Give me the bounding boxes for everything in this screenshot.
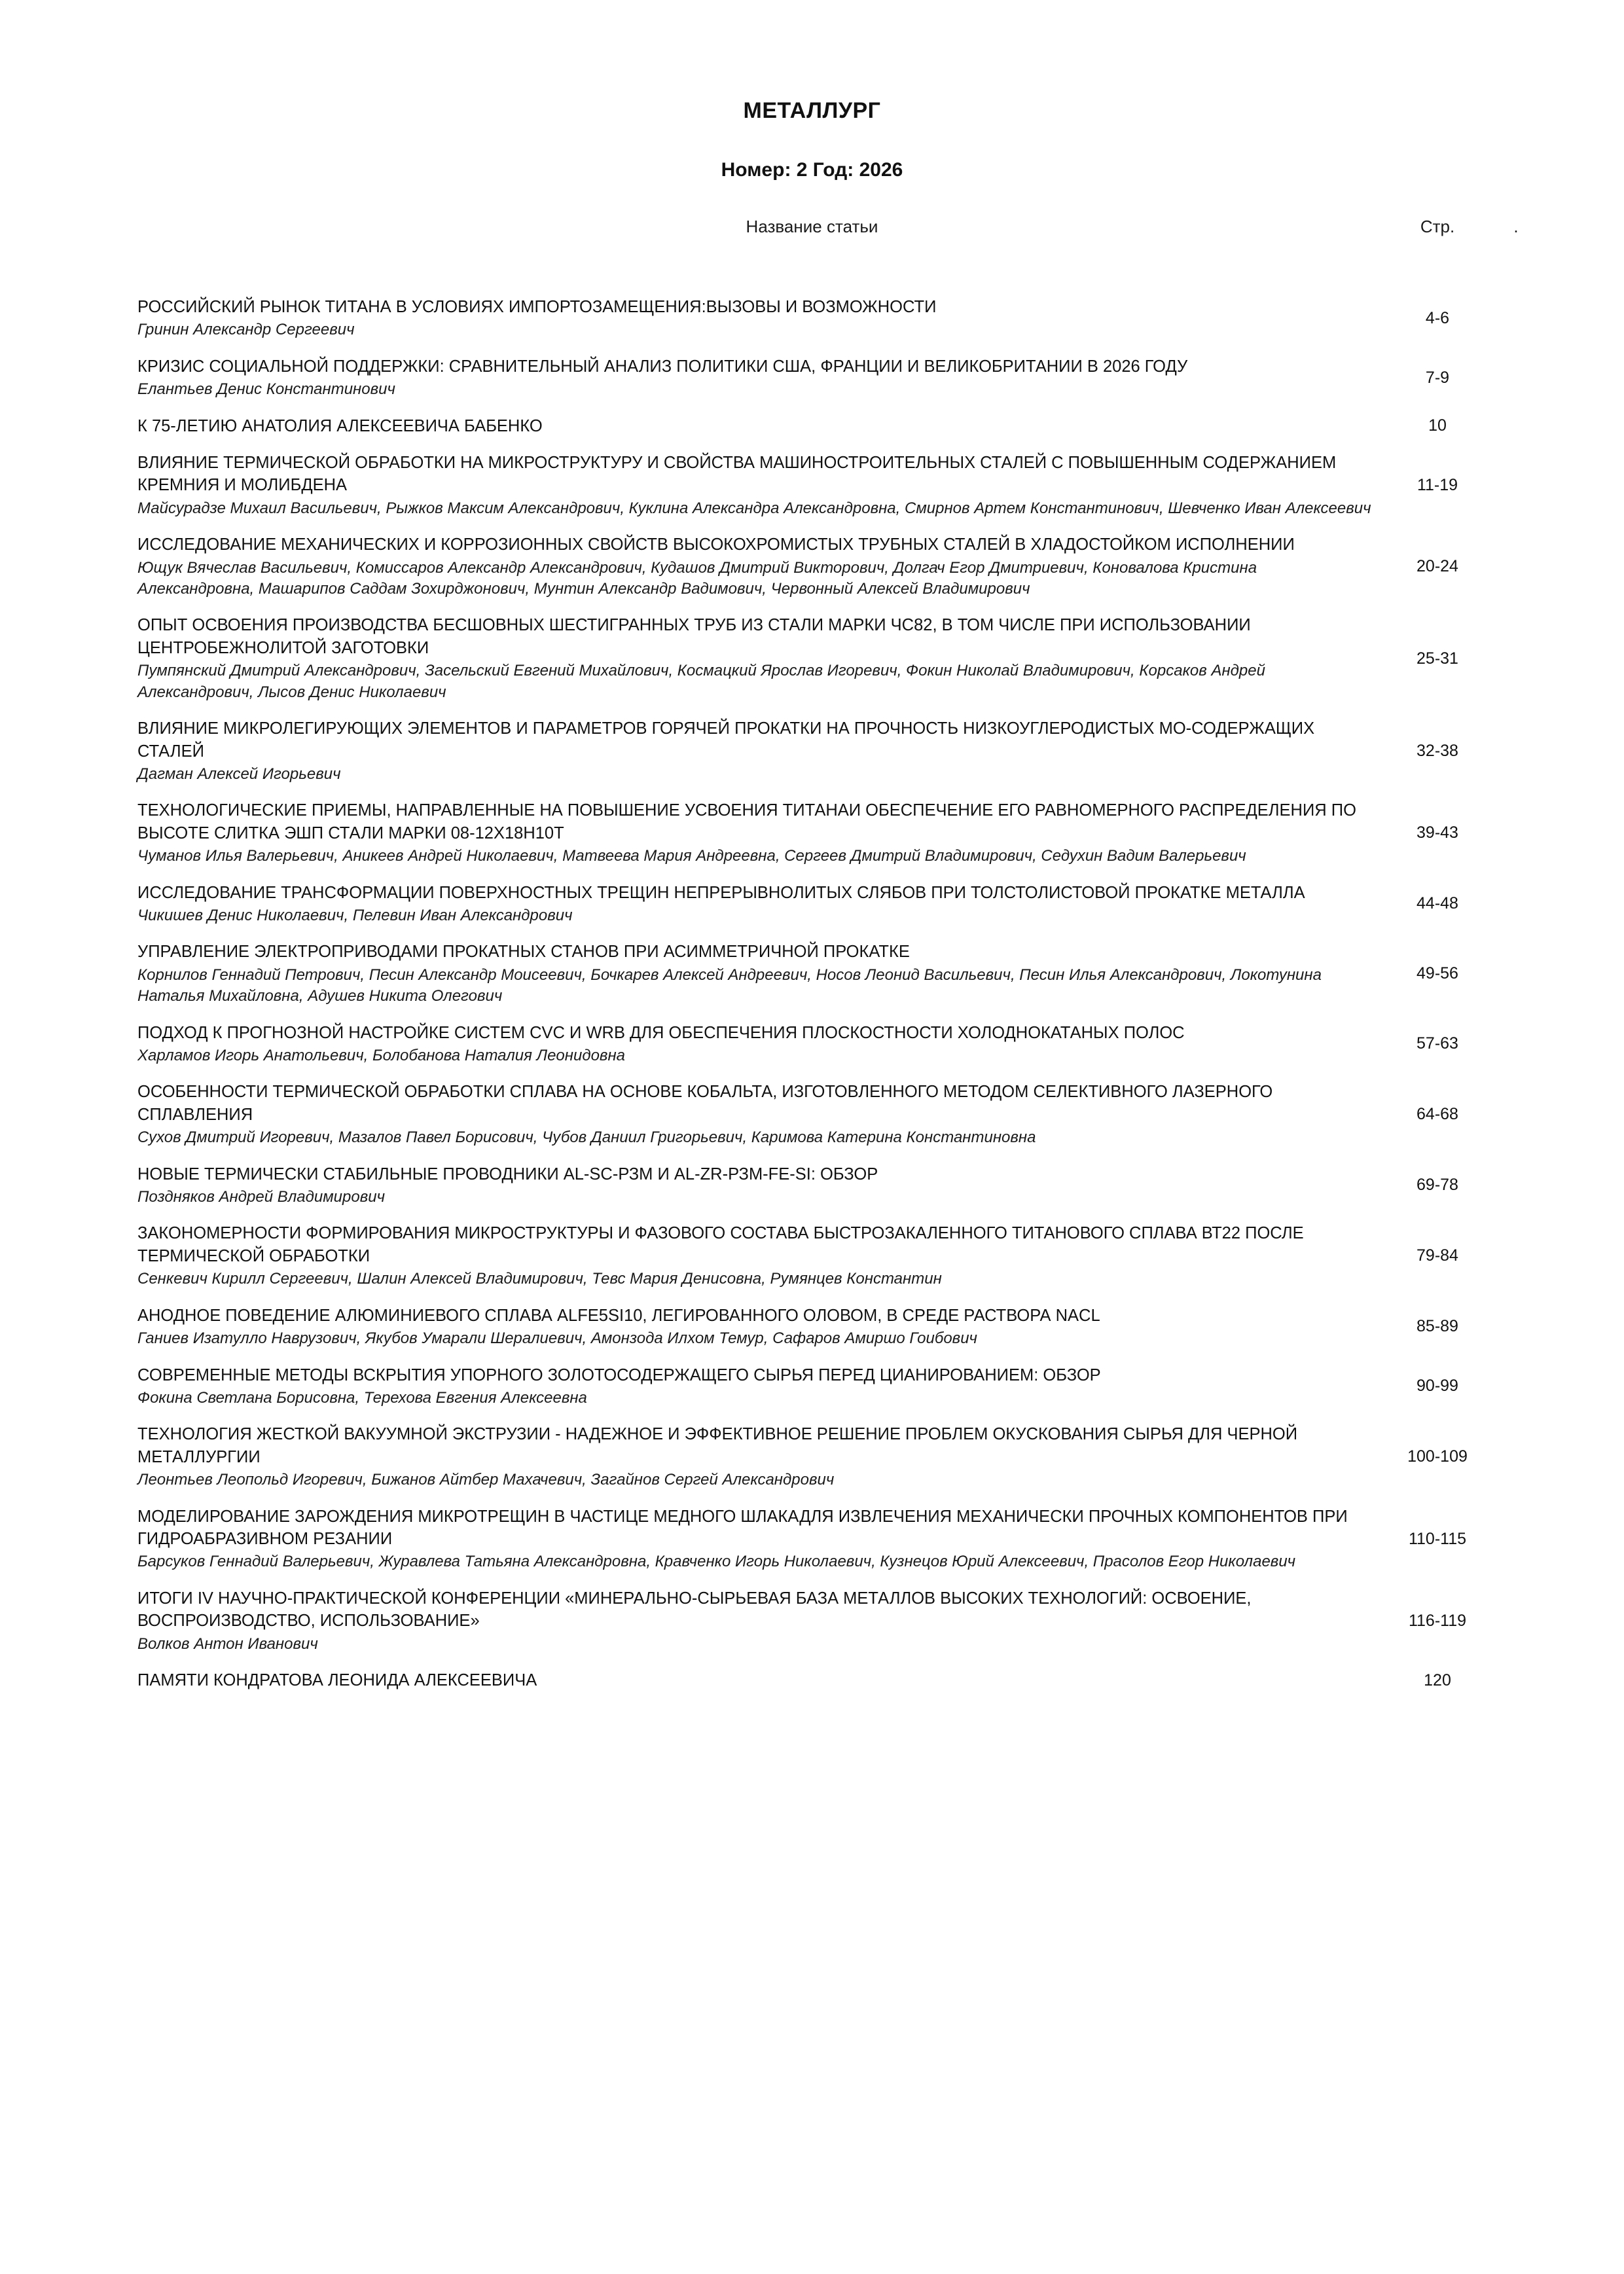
article-authors: Ющук Вячеслав Васильевич, Комиссаров Александр Александрович, Кудашов Дмитрий Викторович, Долгач Егор Дмитриевич, Коновалова Кристина Александровна, Машарипов Саддам Зохирджонович, Мунтин Александр Вадимович, Червонный Алексей Владимирович: [137, 558, 1257, 598]
article-title[interactable]: НОВЫЕ ТЕРМИЧЕСКИ СТАБИЛЬНЫЕ ПРОВОДНИКИ AL-SC-РЗМ И AL-ZR-РЗМ-FE-SI: ОБЗОР: [137, 1164, 878, 1183]
article-pages: 10: [1428, 416, 1447, 435]
table-row[interactable]: [79, 415, 1545, 437]
article-title[interactable]: ИССЛЕДОВАНИЕ ТРАНСФОРМАЦИИ ПОВЕРХНОСТНЫХ ТРЕЩИН НЕПРЕРЫВНОЛИТЫХ СЛЯБОВ ПРИ ТОЛСТОЛИСТОВОЙ ПРОКАТКЕ МЕТАЛЛА: [137, 883, 1305, 902]
article-title[interactable]: СОВРЕМЕННЫЕ МЕТОДЫ ВСКРЫТИЯ УПОРНОГО ЗОЛОТОСОДЕРЖАЩЕГО СЫРЬЯ ПЕРЕД ЦИАНИРОВАНИЕМ: ОБЗОР: [137, 1365, 1101, 1384]
article-title[interactable]: ВЛИЯНИЕ МИКРОЛЕГИРУЮЩИХ ЭЛЕМЕНТОВ И ПАРАМЕТРОВ ГОРЯЧЕЙ ПРОКАТКИ НА ПРОЧНОСТЬ НИЗКОУГЛЕРОДИСТЫХ MO-СОДЕРЖАЩИХ СТАЛЕЙ: [137, 719, 1315, 761]
article-pages: 32-38: [1416, 742, 1458, 761]
article-entry: [79, 717, 1388, 785]
article-authors: Майсурадзе Михаил Васильевич, Рыжков Максим Александрович, Куклина Александра Александровна, Смирнов Артем Константинович, Шевченко Иван Алексеевич: [137, 499, 1371, 517]
article-title[interactable]: ОСОБЕННОСТИ ТЕРМИЧЕСКОЙ ОБРАБОТКИ СПЛАВА НА ОСНОВЕ КОБАЛЬТА, ИЗГОТОВЛЕННОГО МЕТОДОМ СЕЛЕКТИВНОГО ЛАЗЕРНОГО СПЛАВЛЕНИЯ: [137, 1083, 1273, 1124]
article-authors: Корнилов Геннадий Петрович, Песин Александр Моисеевич, Бочкарев Алексей Андреевич, Носов Леонид Васильевич, Песин Илья Александрович, Локотунина Наталья Михайловна, Адушев Никита Олегович: [137, 966, 1322, 1005]
table-row[interactable]: [79, 355, 1545, 401]
article-authors: Пумпянский Дмитрий Александрович, Засельский Евгений Михайлович, Космацкий Ярослав Игоревич, Фокин Николай Владимирович, Корсаков Андрей Александрович, Лысов Денис Николаевич: [137, 662, 1265, 701]
article-pages: 39-43: [1416, 823, 1458, 842]
article-entry: [79, 1423, 1388, 1490]
article-title[interactable]: К 75-ЛЕТИЮ АНАТОЛИЯ АЛЕКСЕЕВИЧА БАБЕНКО: [137, 416, 543, 435]
table-row[interactable]: [79, 1222, 1545, 1290]
article-authors: Ганиев Изатулло Наврузович, Якубов Умарали Шералиевич, Амонзода Илхом Темур, Сафаров Амиршо Гоибович: [137, 1329, 977, 1348]
table-row[interactable]: [79, 452, 1545, 519]
article-entry: [79, 296, 1388, 341]
article-entry: [79, 614, 1388, 703]
article-entry: [79, 1506, 1388, 1573]
article-entry: [79, 533, 1388, 600]
column-header-pages: Стр.: [1420, 217, 1455, 236]
article-entry: [79, 1587, 1388, 1655]
article-authors: Леонтьев Леопольд Игоревич, Бижанов Айтбер Махачевич, Загайнов Сергей Александрович: [137, 1471, 835, 1489]
article-authors: Елантьев Денис Константинович: [137, 380, 395, 399]
article-title[interactable]: ВЛИЯНИЕ ТЕРМИЧЕСКОЙ ОБРАБОТКИ НА МИКРОСТРУКТУРУ И СВОЙСТВА МАШИНОСТРОИТЕЛЬНЫХ СТАЛЕЙ С ПОВЫШЕННЫМ СОДЕРЖАНИЕМ КРЕМНИЯ И МОЛИБДЕНА: [137, 454, 1337, 495]
article-entry: [79, 355, 1388, 401]
article-pages: 11-19: [1416, 476, 1458, 495]
article-title[interactable]: ОПЫТ ОСВОЕНИЯ ПРОИЗВОДСТВА БЕСШОВНЫХ ШЕСТИГРАННЫХ ТРУБ ИЗ СТАЛИ МАРКИ ЧС82, В ТОМ ЧИСЛЕ ПРИ ИСПОЛЬЗОВАНИИ ЦЕНТРОБЕЖНОЛИТОЙ ЗАГОТОВКИ: [137, 616, 1251, 657]
article-pages: 7-9: [1425, 368, 1450, 387]
table-row[interactable]: [79, 1081, 1545, 1148]
table-row[interactable]: [79, 1364, 1545, 1409]
article-title[interactable]: МОДЕЛИРОВАНИЕ ЗАРОЖДЕНИЯ МИКРОТРЕЩИН В ЧАСТИЦЕ МЕДНОГО ШЛАКАДЛЯ ИЗВЛЕЧЕНИЯ МЕХАНИЧЕСКИ ПРОЧНЫХ КОМПОНЕНТОВ ПРИ ГИДРОАБРАЗИВНОМ РЕЗАНИИ: [137, 1507, 1348, 1548]
article-pages: 64-68: [1416, 1105, 1458, 1124]
article-pages: 20-24: [1416, 557, 1458, 576]
article-title[interactable]: ТЕХНОЛОГИЯ ЖЕСТКОЙ ВАКУУМНОЙ ЭКСТРУЗИИ - НАДЕЖНОЕ И ЭФФЕКТИВНОЕ РЕШЕНИЕ ПРОБЛЕМ ОКУСКОВАНИЯ СЫРЬЯ ДЛЯ ЧЕРНОЙ МЕТАЛЛУРГИИ: [137, 1425, 1298, 1466]
article-title[interactable]: КРИЗИС СОЦИАЛЬНОЙ ПОДДЕРЖКИ: СРАВНИТЕЛЬНЫЙ АНАЛИЗ ПОЛИТИКИ США, ФРАНЦИИ И ВЕЛИКОБРИТАНИИ В 2026 ГОДУ: [137, 357, 1188, 376]
article-authors: Фокина Светлана Борисовна, Терехова Евгения Алексеевна: [137, 1388, 587, 1407]
table-row[interactable]: [79, 717, 1545, 785]
article-pages: 116-​119: [1408, 1611, 1467, 1630]
table-row[interactable]: [79, 296, 1545, 341]
table-row[interactable]: [79, 533, 1545, 600]
issue-number-year: Номер: 2 Год: 2026: [721, 159, 903, 181]
article-entry: [79, 1305, 1388, 1350]
article-title[interactable]: ПОДХОД К ПРОГНОЗНОЙ НАСТРОЙКЕ СИСТЕМ CVC И WRB ДЛЯ ОБЕСПЕЧЕНИЯ ПЛОСКОСТНОСТИ ХОЛОДНОКАТАНЫХ ПОЛОС: [137, 1023, 1185, 1042]
article-authors: Сенкевич Кирилл Сергеевич, Шалин Алексей Владимирович, Тевс Мария Денисовна, Румянцев Константин: [137, 1270, 942, 1288]
article-pages: 85-89: [1416, 1317, 1458, 1336]
table-row[interactable]: [79, 1506, 1545, 1573]
table-row[interactable]: [79, 799, 1545, 867]
article-authors: Харламов Игорь Анатольевич, Болобанова Наталия Леонидовна: [137, 1047, 626, 1065]
table-row[interactable]: [79, 614, 1545, 703]
table-row[interactable]: [79, 1305, 1545, 1350]
article-entry: [79, 941, 1388, 1007]
article-entry: [79, 1222, 1388, 1290]
article-entry: [79, 1364, 1388, 1409]
article-entry: [79, 1081, 1388, 1148]
article-authors: Поздняков Андрей Владимирович: [137, 1188, 386, 1206]
article-authors: Дагман Алексей Игорьевич: [137, 765, 341, 783]
article-pages: 57-63: [1416, 1034, 1458, 1053]
article-pages: 69-78: [1416, 1176, 1458, 1195]
column-header-title: Название статьи: [746, 217, 878, 236]
article-title[interactable]: УПРАВЛЕНИЕ ЭЛЕКТРОПРИВОДАМИ ПРОКАТНЫХ СТАНОВ ПРИ АСИММЕТРИЧНОЙ ПРОКАТКЕ: [137, 943, 910, 962]
table-row[interactable]: [79, 1163, 1545, 1208]
contents-list: [79, 296, 1545, 1691]
article-authors: Сухов Дмитрий Игоревич, Мазалов Павел Борисович, Чубов Даниил Григорьевич, Каримова Катерина Константиновна: [137, 1128, 1036, 1147]
table-row[interactable]: [79, 1587, 1545, 1655]
article-title[interactable]: ИССЛЕДОВАНИЕ МЕХАНИЧЕСКИХ И КОРРОЗИОННЫХ СВОЙСТВ ВЫСОКОХРОМИСТЫХ ТРУБНЫХ СТАЛЕЙ В ХЛАДОСТОЙКОМ ИСПОЛНЕНИИ: [137, 535, 1295, 554]
journal-title: МЕТАЛЛУРГ: [743, 98, 881, 123]
article-pages: 4-6: [1425, 308, 1450, 327]
article-title[interactable]: ТЕХНОЛОГИЧЕСКИЕ ПРИЕМЫ, НАПРАВЛЕННЫЕ НА ПОВЫШЕНИЕ УСВОЕНИЯ ТИТАНАИ ОБЕСПЕЧЕНИЕ ЕГО РАВНОМЕРНОГО РАСПРЕДЕЛЕНИЯ ПО ВЫСОТЕ СЛИТКА ЭШП СТАЛИ МАРКИ 08-12Х18Н10Т: [137, 801, 1356, 842]
article-entry: [79, 1163, 1388, 1208]
article-pages: 110-​115: [1408, 1529, 1467, 1548]
article-pages: 90-99: [1416, 1377, 1458, 1396]
article-pages: 49-56: [1416, 964, 1458, 983]
article-pages: 120: [1424, 1670, 1451, 1689]
article-pages: 44-48: [1416, 894, 1458, 913]
article-title[interactable]: ЗАКОНОМЕРНОСТИ ФОРМИРОВАНИЯ МИКРОСТРУКТУРЫ И ФАЗОВОГО СОСТАВА БЫСТРОЗАКАЛЕННОГО ТИТАНОВОГО СПЛАВА ВТ22 ПОСЛЕ ТЕРМИЧЕСКОЙ ОБРАБОТКИ: [137, 1224, 1304, 1265]
article-entry: [79, 799, 1388, 867]
article-title[interactable]: РОССИЙСКИЙ РЫНОК ТИТАНА В УСЛОВИЯХ ИМПОРТОЗАМЕЩЕНИЯ:ВЫЗОВЫ И ВОЗМОЖНОСТИ: [137, 298, 937, 316]
column-header-dot: .: [1513, 217, 1519, 236]
table-row[interactable]: [79, 1022, 1545, 1067]
table-row[interactable]: [79, 1669, 1545, 1691]
article-authors: Чикишев Денис Николаевич, Пелевин Иван Александрович: [137, 907, 573, 924]
article-title[interactable]: ИТОГИ IV НАУЧНО-ПРАКТИЧЕСКОЙ КОНФЕРЕНЦИИ «МИНЕРАЛЬНО-СЫРЬЕВАЯ БАЗА МЕТАЛЛОВ ВЫСОКИХ ТЕХНОЛОГИЙ: ОСВОЕНИЕ, ВОСПРОИЗВОДСТВО, ИСПОЛЬЗОВАНИЕ»: [137, 1589, 1252, 1631]
article-entry: [79, 415, 1388, 437]
article-authors: Чуманов Илья Валерьевич, Аникеев Андрей Николаевич, Матвеева Мария Андреевна, Сергеев Дмитрий Владимирович, Седухин Вадим Валерьевич: [137, 847, 1246, 865]
article-authors: Гринин Александр Сергеевич: [137, 321, 355, 339]
article-pages: 25-31: [1416, 649, 1458, 668]
table-row[interactable]: [79, 1423, 1545, 1490]
article-title[interactable]: АНОДНОЕ ПОВЕДЕНИЕ АЛЮМИНИЕВОГО СПЛАВА ALFE5SI10, ЛЕГИРОВАННОГО ОЛОВОМ, В СРЕДЕ РАСТВОРА NACL: [137, 1306, 1100, 1325]
article-authors: Барсуков Геннадий Валерьевич, Журавлева Татьяна Александровна, Кравченко Игорь Николаевич, Кузнецов Юрий Алексеевич, Прасолов Егор Николаевич: [137, 1553, 1296, 1571]
article-pages: 100-​109: [1407, 1447, 1468, 1466]
article-entry: [79, 1022, 1388, 1067]
table-row[interactable]: [79, 941, 1545, 1007]
article-pages: 79-84: [1416, 1246, 1458, 1265]
table-header-row: [79, 217, 1545, 237]
article-title[interactable]: ПАМЯТИ КОНДРАТОВА ЛЕОНИДА АЛЕКСЕЕВИЧА: [137, 1671, 537, 1690]
article-entry: [79, 1669, 1388, 1691]
article-entry: [79, 882, 1388, 927]
table-row[interactable]: [79, 882, 1545, 927]
article-authors: Волков Антон Иванович: [137, 1634, 318, 1653]
article-entry: [79, 452, 1388, 519]
